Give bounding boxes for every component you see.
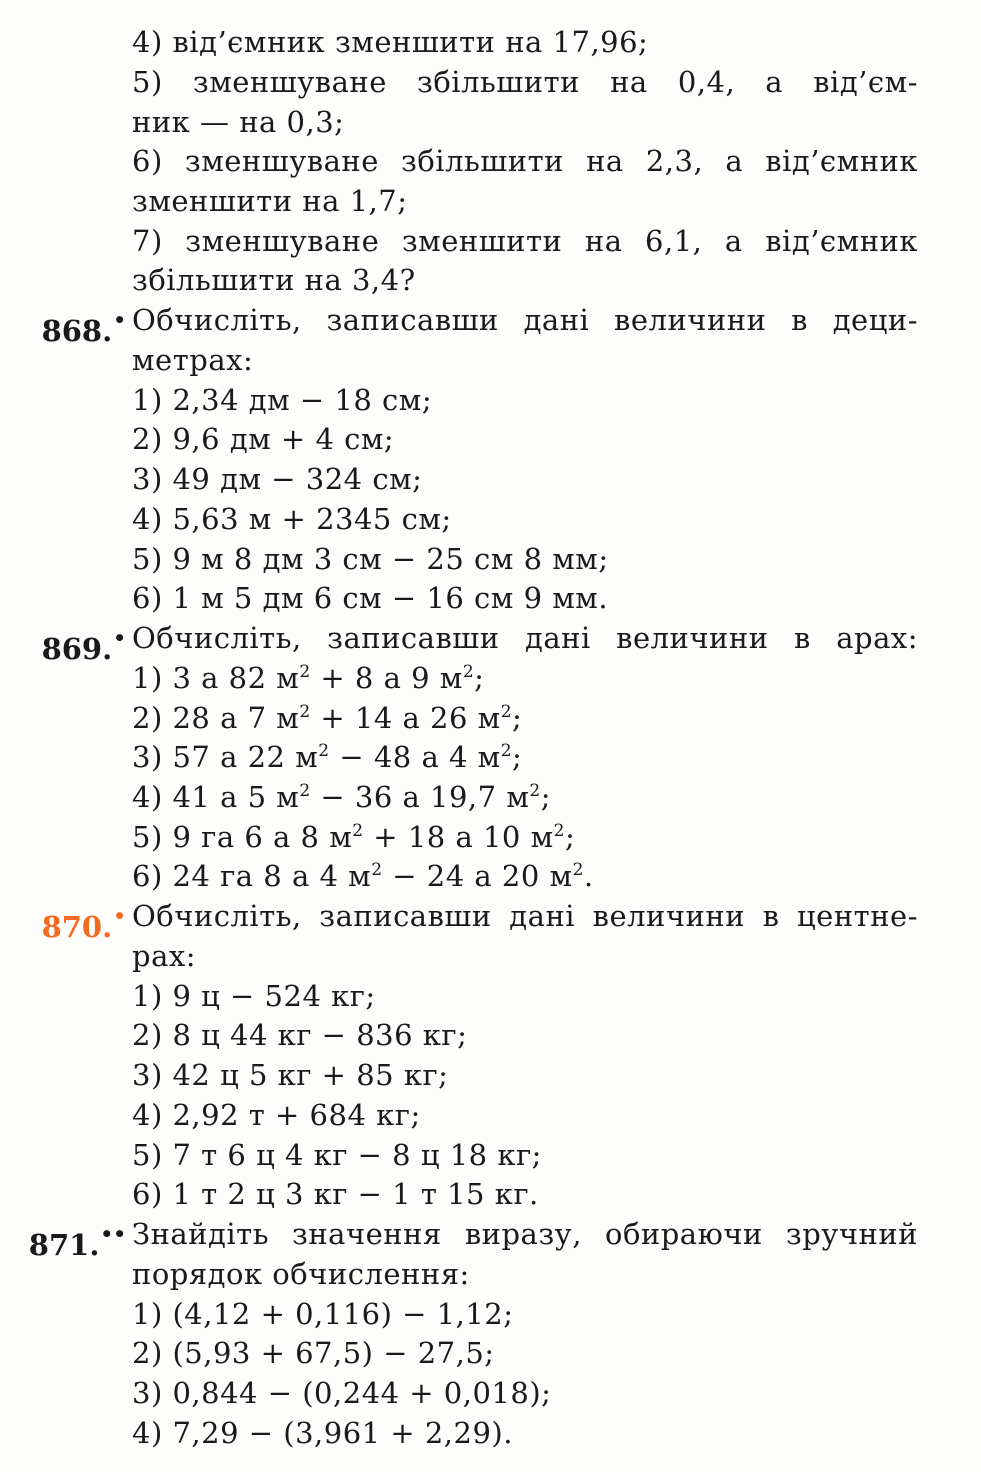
problem-870-item: 3) 42 ц 5 кг + 85 кг; <box>132 1058 449 1092</box>
problem-868-item: 3) 49 дм − 324 см; <box>132 462 423 496</box>
problem-871-item: 4) 7,29 − (3,961 + 2,29). <box>132 1416 513 1450</box>
intro-item: 6) зменшуване збільшити на 2,3, а від’ємник <box>132 144 918 178</box>
problem-870-item: 1) 9 ц − 524 кг; <box>132 979 376 1013</box>
problem-869-text: Обчисліть, записавши дані величини в арах: <box>132 621 918 655</box>
intro-item: ник — на 0,3; <box>132 105 345 139</box>
intro-item: 5) зменшуване збільшити на 0,4, а від’єм- <box>132 65 918 99</box>
problem-871-item: 3) 0,844 − (0,244 + 0,018); <box>132 1376 552 1410</box>
problem-870-item: 6) 1 т 2 ц 3 кг − 1 т 15 кг. <box>132 1177 539 1211</box>
problem-868-item: 6) 1 м 5 дм 6 см − 16 см 9 мм. <box>132 581 609 615</box>
problem-868-text: Обчисліть, записавши дані величини в деци- <box>132 303 918 337</box>
difficulty-mark: • <box>113 904 126 928</box>
problem-870-text: Обчисліть, записавши дані величини в центне- <box>132 899 918 933</box>
problem-870-item: 2) 8 ц 44 кг − 836 кг; <box>132 1018 468 1052</box>
problem-869-item: 6) 24 га 8 а 4 $м^2 - 24$ а 20 $м^2$. <box>132 859 594 893</box>
problem-868-item: 4) 5,63 м + 2345 см; <box>132 502 452 536</box>
problem-number-871: 871.•• <box>28 1222 126 1262</box>
problem-868-item: 1) 2,34 дм − 18 см; <box>132 383 433 417</box>
problem-869-item: 5) 9 га 6 а 8 $м^2 + 18$ а 10 $м^2$; <box>132 820 576 854</box>
problem-868-text: метрах: <box>132 343 254 377</box>
difficulty-mark: • <box>113 626 126 650</box>
problem-number-870: 870.• <box>41 904 126 944</box>
problem-871-text: Знайдіть значення виразу, обираючи зручний <box>132 1217 918 1251</box>
intro-item: збільшити на 3,4? <box>132 263 416 297</box>
problem-870-text: рах: <box>132 939 196 973</box>
difficulty-mark: • <box>113 308 126 332</box>
problem-869-item: 4) 41 а 5 $м^2 - 36$ а 19,7 $м^2$; <box>132 780 551 814</box>
difficulty-mark: •• <box>100 1222 126 1246</box>
problem-870-item: 4) 2,92 т + 684 кг; <box>132 1098 421 1132</box>
problem-871-item: 1) (4,12 + 0,116) − 1,12; <box>132 1297 514 1331</box>
problem-number-868: 868.• <box>41 308 126 348</box>
problem-869-item: 2) 28 а 7 $м^2 + 14$ а 26 $м^2$; <box>132 701 523 735</box>
problem-869-item: 3) 57 а 22 $м^2 - 48$ а 4 $м^2$; <box>132 740 523 774</box>
intro-item: зменшити на 1,7; <box>132 184 408 218</box>
problem-869-item: 1) 3 а 82 $м^2 + 8$ а 9 $м^2$; <box>132 661 485 695</box>
problem-871-item: 2) (5,93 + 67,5) − 27,5; <box>132 1336 495 1370</box>
problem-870-item: 5) 7 т 6 ц 4 кг − 8 ц 18 кг; <box>132 1138 542 1172</box>
problem-number-869: 869.• <box>41 626 126 666</box>
problem-868-item: 5) 9 м 8 дм 3 см − 25 см 8 мм; <box>132 542 609 576</box>
problem-868-item: 2) 9,6 дм + 4 см; <box>132 422 395 456</box>
intro-item: 7) зменшуване зменшити на 6,1, а від’ємник <box>132 224 918 258</box>
problem-871-text: порядок обчислення: <box>132 1257 470 1291</box>
intro-item: 4) від’ємник зменшити на 17,96; <box>132 25 649 59</box>
